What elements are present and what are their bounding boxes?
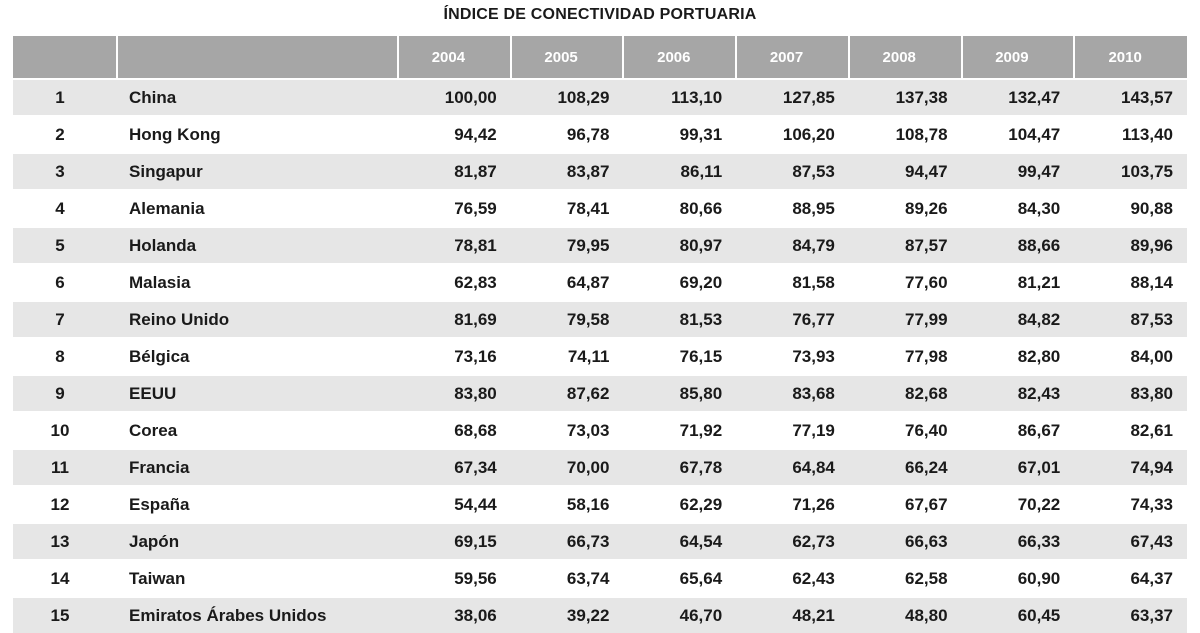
value-cell: 84,82 xyxy=(962,301,1075,338)
value-cell: 70,22 xyxy=(962,486,1075,523)
table-row xyxy=(13,227,1187,264)
value-cell: 67,67 xyxy=(849,486,962,523)
country-cell: Hong Kong xyxy=(117,116,398,153)
value-cell: 81,53 xyxy=(623,301,736,338)
country-cell: Taiwan xyxy=(117,560,398,597)
value-cell: 39,22 xyxy=(511,597,624,633)
value-cell: 66,33 xyxy=(962,523,1075,560)
table-body xyxy=(13,79,1187,633)
value-cell: 88,95 xyxy=(736,190,849,227)
country-cell: China xyxy=(117,79,398,116)
country-cell: Francia xyxy=(117,449,398,486)
header-year-2004: 2004 xyxy=(398,36,511,79)
value-cell: 73,16 xyxy=(398,338,511,375)
value-cell: 65,64 xyxy=(623,560,736,597)
rank-cell: 1 xyxy=(13,79,117,116)
rank-cell: 13 xyxy=(13,523,117,560)
rank-cell: 8 xyxy=(13,338,117,375)
value-cell: 87,62 xyxy=(511,375,624,412)
value-cell: 94,42 xyxy=(398,116,511,153)
value-cell: 127,85 xyxy=(736,79,849,116)
country-cell: Holanda xyxy=(117,227,398,264)
value-cell: 108,29 xyxy=(511,79,624,116)
connectivity-table xyxy=(13,36,1187,633)
value-cell: 67,01 xyxy=(962,449,1075,486)
value-cell: 84,79 xyxy=(736,227,849,264)
value-cell: 46,70 xyxy=(623,597,736,633)
value-cell: 78,41 xyxy=(511,190,624,227)
table-title: ÍNDICE DE CONECTIVIDAD PORTUARIA xyxy=(443,6,757,23)
value-cell: 63,37 xyxy=(1074,597,1187,633)
value-cell: 85,80 xyxy=(623,375,736,412)
value-cell: 99,47 xyxy=(962,153,1075,190)
header-year-2005: 2005 xyxy=(511,36,624,79)
value-cell: 67,43 xyxy=(1074,523,1187,560)
value-cell: 66,63 xyxy=(849,523,962,560)
rank-cell: 5 xyxy=(13,227,117,264)
country-cell: Corea xyxy=(117,412,398,449)
value-cell: 103,75 xyxy=(1074,153,1187,190)
rank-cell: 11 xyxy=(13,449,117,486)
value-cell: 58,16 xyxy=(511,486,624,523)
table-row xyxy=(13,486,1187,523)
country-cell: Malasia xyxy=(117,264,398,301)
value-cell: 84,30 xyxy=(962,190,1075,227)
country-cell: Emiratos Árabes Unidos xyxy=(117,597,398,633)
value-cell: 104,47 xyxy=(962,116,1075,153)
value-cell: 74,94 xyxy=(1074,449,1187,486)
value-cell: 132,47 xyxy=(962,79,1075,116)
value-cell: 62,83 xyxy=(398,264,511,301)
value-cell: 73,93 xyxy=(736,338,849,375)
value-cell: 83,87 xyxy=(511,153,624,190)
table-row xyxy=(13,301,1187,338)
value-cell: 79,58 xyxy=(511,301,624,338)
value-cell: 82,61 xyxy=(1074,412,1187,449)
country-cell: EEUU xyxy=(117,375,398,412)
value-cell: 143,57 xyxy=(1074,79,1187,116)
value-cell: 81,58 xyxy=(736,264,849,301)
value-cell: 64,87 xyxy=(511,264,624,301)
value-cell: 80,97 xyxy=(623,227,736,264)
value-cell: 113,40 xyxy=(1074,116,1187,153)
rank-cell: 2 xyxy=(13,116,117,153)
rank-cell: 10 xyxy=(13,412,117,449)
value-cell: 63,74 xyxy=(511,560,624,597)
value-cell: 76,59 xyxy=(398,190,511,227)
country-cell: Bélgica xyxy=(117,338,398,375)
rank-cell: 9 xyxy=(13,375,117,412)
value-cell: 108,78 xyxy=(849,116,962,153)
table-row xyxy=(13,116,1187,153)
header-rank xyxy=(13,36,117,79)
value-cell: 81,87 xyxy=(398,153,511,190)
rank-cell: 3 xyxy=(13,153,117,190)
value-cell: 87,53 xyxy=(736,153,849,190)
table-row xyxy=(13,338,1187,375)
value-cell: 81,21 xyxy=(962,264,1075,301)
value-cell: 106,20 xyxy=(736,116,849,153)
country-cell: Reino Unido xyxy=(117,301,398,338)
rank-cell: 15 xyxy=(13,597,117,633)
value-cell: 48,80 xyxy=(849,597,962,633)
value-cell: 71,92 xyxy=(623,412,736,449)
value-cell: 60,45 xyxy=(962,597,1075,633)
value-cell: 77,99 xyxy=(849,301,962,338)
header-year-2006: 2006 xyxy=(623,36,736,79)
value-cell: 69,15 xyxy=(398,523,511,560)
value-cell: 96,78 xyxy=(511,116,624,153)
header-row xyxy=(13,36,1187,79)
value-cell: 88,14 xyxy=(1074,264,1187,301)
rank-cell: 14 xyxy=(13,560,117,597)
value-cell: 90,88 xyxy=(1074,190,1187,227)
country-cell: Alemania xyxy=(117,190,398,227)
value-cell: 79,95 xyxy=(511,227,624,264)
table-row xyxy=(13,264,1187,301)
value-cell: 77,60 xyxy=(849,264,962,301)
value-cell: 64,84 xyxy=(736,449,849,486)
value-cell: 86,11 xyxy=(623,153,736,190)
value-cell: 38,06 xyxy=(398,597,511,633)
value-cell: 69,20 xyxy=(623,264,736,301)
country-cell: Japón xyxy=(117,523,398,560)
header-year-2007: 2007 xyxy=(736,36,849,79)
value-cell: 64,54 xyxy=(623,523,736,560)
value-cell: 87,53 xyxy=(1074,301,1187,338)
value-cell: 66,73 xyxy=(511,523,624,560)
table-row xyxy=(13,560,1187,597)
table-row xyxy=(13,412,1187,449)
header-year-2010: 2010 xyxy=(1074,36,1187,79)
value-cell: 54,44 xyxy=(398,486,511,523)
value-cell: 82,43 xyxy=(962,375,1075,412)
value-cell: 71,26 xyxy=(736,486,849,523)
value-cell: 89,96 xyxy=(1074,227,1187,264)
value-cell: 78,81 xyxy=(398,227,511,264)
value-cell: 74,33 xyxy=(1074,486,1187,523)
table-row xyxy=(13,79,1187,116)
value-cell: 87,57 xyxy=(849,227,962,264)
value-cell: 83,68 xyxy=(736,375,849,412)
value-cell: 77,98 xyxy=(849,338,962,375)
value-cell: 80,66 xyxy=(623,190,736,227)
value-cell: 67,78 xyxy=(623,449,736,486)
value-cell: 89,26 xyxy=(849,190,962,227)
value-cell: 86,67 xyxy=(962,412,1075,449)
value-cell: 62,73 xyxy=(736,523,849,560)
value-cell: 60,90 xyxy=(962,560,1075,597)
table-row xyxy=(13,597,1187,633)
rank-cell: 6 xyxy=(13,264,117,301)
value-cell: 68,68 xyxy=(398,412,511,449)
value-cell: 99,31 xyxy=(623,116,736,153)
value-cell: 67,34 xyxy=(398,449,511,486)
value-cell: 84,00 xyxy=(1074,338,1187,375)
value-cell: 77,19 xyxy=(736,412,849,449)
value-cell: 73,03 xyxy=(511,412,624,449)
country-cell: Singapur xyxy=(117,153,398,190)
table-row xyxy=(13,523,1187,560)
rank-cell: 4 xyxy=(13,190,117,227)
rank-cell: 12 xyxy=(13,486,117,523)
header-country xyxy=(117,36,398,79)
value-cell: 59,56 xyxy=(398,560,511,597)
value-cell: 82,68 xyxy=(849,375,962,412)
rank-cell: 7 xyxy=(13,301,117,338)
table-row xyxy=(13,153,1187,190)
value-cell: 81,69 xyxy=(398,301,511,338)
value-cell: 83,80 xyxy=(398,375,511,412)
value-cell: 64,37 xyxy=(1074,560,1187,597)
value-cell: 70,00 xyxy=(511,449,624,486)
header-year-2009: 2009 xyxy=(962,36,1075,79)
value-cell: 66,24 xyxy=(849,449,962,486)
value-cell: 83,80 xyxy=(1074,375,1187,412)
value-cell: 76,15 xyxy=(623,338,736,375)
value-cell: 76,40 xyxy=(849,412,962,449)
value-cell: 82,80 xyxy=(962,338,1075,375)
value-cell: 113,10 xyxy=(623,79,736,116)
header-year-2008: 2008 xyxy=(849,36,962,79)
value-cell: 100,00 xyxy=(398,79,511,116)
table-row xyxy=(13,190,1187,227)
value-cell: 62,58 xyxy=(849,560,962,597)
value-cell: 62,43 xyxy=(736,560,849,597)
value-cell: 88,66 xyxy=(962,227,1075,264)
value-cell: 137,38 xyxy=(849,79,962,116)
table-row xyxy=(13,449,1187,486)
value-cell: 48,21 xyxy=(736,597,849,633)
table-row xyxy=(13,375,1187,412)
value-cell: 74,11 xyxy=(511,338,624,375)
value-cell: 76,77 xyxy=(736,301,849,338)
country-cell: España xyxy=(117,486,398,523)
value-cell: 62,29 xyxy=(623,486,736,523)
value-cell: 94,47 xyxy=(849,153,962,190)
